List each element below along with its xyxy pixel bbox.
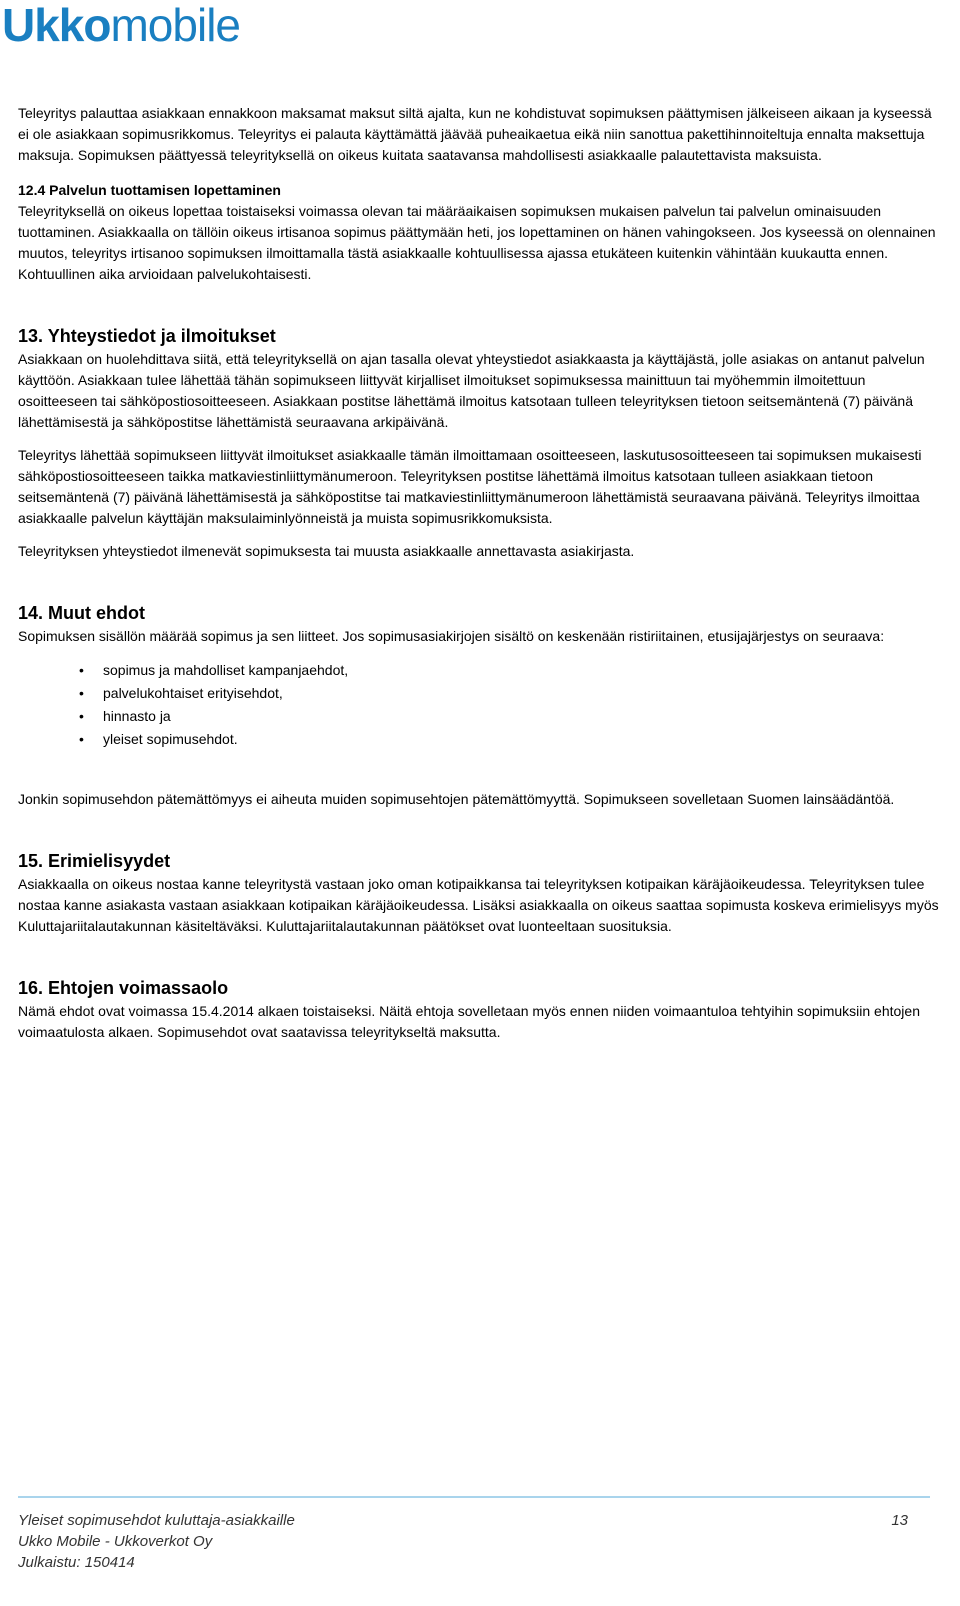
page-number: 13 xyxy=(891,1512,908,1529)
page-footer xyxy=(18,1510,908,1573)
footer-doc-title: Yleiset sopimusehdot kuluttaja-asiakkaille xyxy=(18,1512,295,1529)
section-14-intro: Sopimuksen sisällön määrää sopimus ja sen liitteet. Jos sopimusasiakirjojen sisältö on keskenään ristiriitainen, etusijajärjestys on seuraava: xyxy=(18,628,885,644)
section-16-heading: 16. Ehtojen voimassaolo xyxy=(18,978,229,998)
section-14-outro: Jonkin sopimusehdon pätemättömyys ei aiheuta muiden sopimusehtojen pätemättömyyttä. Sopimukseen sovelletaan Suomen lainsäädäntöä. xyxy=(18,791,895,807)
precedence-list xyxy=(18,659,943,751)
section-15-paragraph: Asiakkaalla on oikeus nostaa kanne teleyritystä vastaan joko oman kotipaikkansa tai teleyrityksen kotipaikan käräjäoikeudessa. Teleyrityksen tulee nostaa kanne asiakasta vastaan asiakkaan kotipaikan käräjäoikeudessa. Lisäksi asiakkaalla on oikeus saattaa sopimusta koskeva erimielisyys myös Kuluttajariitalautakunnan käsiteltäväksi. Kuluttajariitalautakunnan päätökset ovat luonteeltaan suosituksia. xyxy=(18,876,939,934)
section-13-paragraph-3: Teleyrityksen yhteystiedot ilmenevät sopimuksesta tai muusta asiakkaalle annettavasta asiakirjasta. xyxy=(18,543,635,559)
ukko-mobile-logo xyxy=(2,0,240,51)
section-13-paragraph-1: Asiakkaan on huolehdittava siitä, että teleyrityksellä on ajan tasalla olevat yhteystiedot asiakkaasta ja käyttäjästä, jolle asiakas on antanut palvelun käyttöön. Asiakkaan tulee lähettää tähän sopimukseen liittyvät kirjalliset ilmoitukset sopimuksessa mainittuun tai myöhemmin ilmoitettuun osoitteeseen tai sähköpostiosoitteeseen. Asiakkaan postitse lähettämä ilmoitus katsotaan tulleen teleyrityksen tietoon seitsemäntenä (7) päivänä lähettämisestä ja sähköpostitse lähettämistä seuraavana arkipäivänä. xyxy=(18,351,925,430)
section-13-heading: 13. Yhteystiedot ja ilmoitukset xyxy=(18,326,276,346)
subsection-12-4-heading: 12.4 Palvelun tuottamisen lopettaminen xyxy=(18,182,281,198)
footer-divider xyxy=(18,1496,930,1498)
section-14-heading: 14. Muut ehdot xyxy=(18,603,145,623)
logo-ukko: Ukko xyxy=(2,0,111,51)
section-16-paragraph: Nämä ehdot ovat voimassa 15.4.2014 alkaen toistaiseksi. Näitä ehtoja sovelletaan myös ennen niiden voimaantuloa tehtyihin sopimuksiin ehtojen voimaatulosta alkaen. Sopimusehdot ovat saatavissa teleyritykseltä maksutta. xyxy=(18,1003,920,1040)
refund-paragraph: Teleyritys palauttaa asiakkaan ennakkoon maksamat maksut siltä ajalta, kun ne kohdistuvat sopimuksen päättymisen jälkeiseen aikaan ja kyseessä ei ole asiakkaan sopimusrikkomus. Teleyritys ei palauta käyttämättä jäävää puheaikaetua eikä niin sanottua pakettihinnoiteltuja ennalta maksettuja maksuja. Sopimuksen päättyessä teleyrityksellä on oikeus kuitata saatavansa mahdollisesti asiakkaalle palautettavista maksuista. xyxy=(18,105,932,163)
list-item: • yleiset sopimusehdot. xyxy=(103,728,943,751)
section-15-heading: 15. Erimielisyydet xyxy=(18,851,171,871)
logo-mobile: mobile xyxy=(110,0,240,51)
list-item: • palvelukohtaiset erityisehdot, xyxy=(103,682,943,705)
subsection-12-4-paragraph: Teleyrityksellä on oikeus lopettaa toistaiseksi voimassa olevan tai määräaikaisen sopimuksen mukaisen palvelun tai palvelun ominaisuuden tuottaminen. Asiakkaalla on tällöin oikeus irtisanoa sopimus päättymään heti, jos lopettaminen on hänen vahingokseen. Jos kyseessä on olennainen muutos, teleyritys irtisanoo sopimuksen ilmoittamalla tästä asiakkaalle kohtuullisessa ajassa etukäteen kuitenkin vähintään kuukautta ennen. Kohtuullinen aika arvioidaan palvelukohtaisesti. xyxy=(18,203,936,282)
footer-published: Julkaistu: 150414 xyxy=(18,1554,135,1571)
footer-company: Ukko Mobile - Ukkoverkot Oy xyxy=(18,1533,213,1550)
document-body xyxy=(18,103,943,1043)
section-13-paragraph-2: Teleyritys lähettää sopimukseen liittyvät ilmoitukset asiakkaalle tämän ilmoittamaan osoitteeseen, laskutusosoitteeseen tai sopimuksen mukaisesti sähköpostiosoitteeseen taikka matkaviestinliittymänumeroon. Teleyrityksen postitse lähettämä ilmoitus katsotaan tulleen asiakkaan tietoon seitsemäntenä (7) päivänä lähettämisestä ja sähköpostitse tai matkaviestinliittymänumeroon lähettämistä seuraavana päivänä. Teleyritys ilmoittaa asiakkaalle palvelun käyttäjän maksulaiminlyönneistä ja muista sopimusrikkomuksista. xyxy=(18,447,922,526)
list-item: • sopimus ja mahdolliset kampanjaehdot, xyxy=(103,659,943,682)
list-item: • hinnasto ja xyxy=(103,705,943,728)
